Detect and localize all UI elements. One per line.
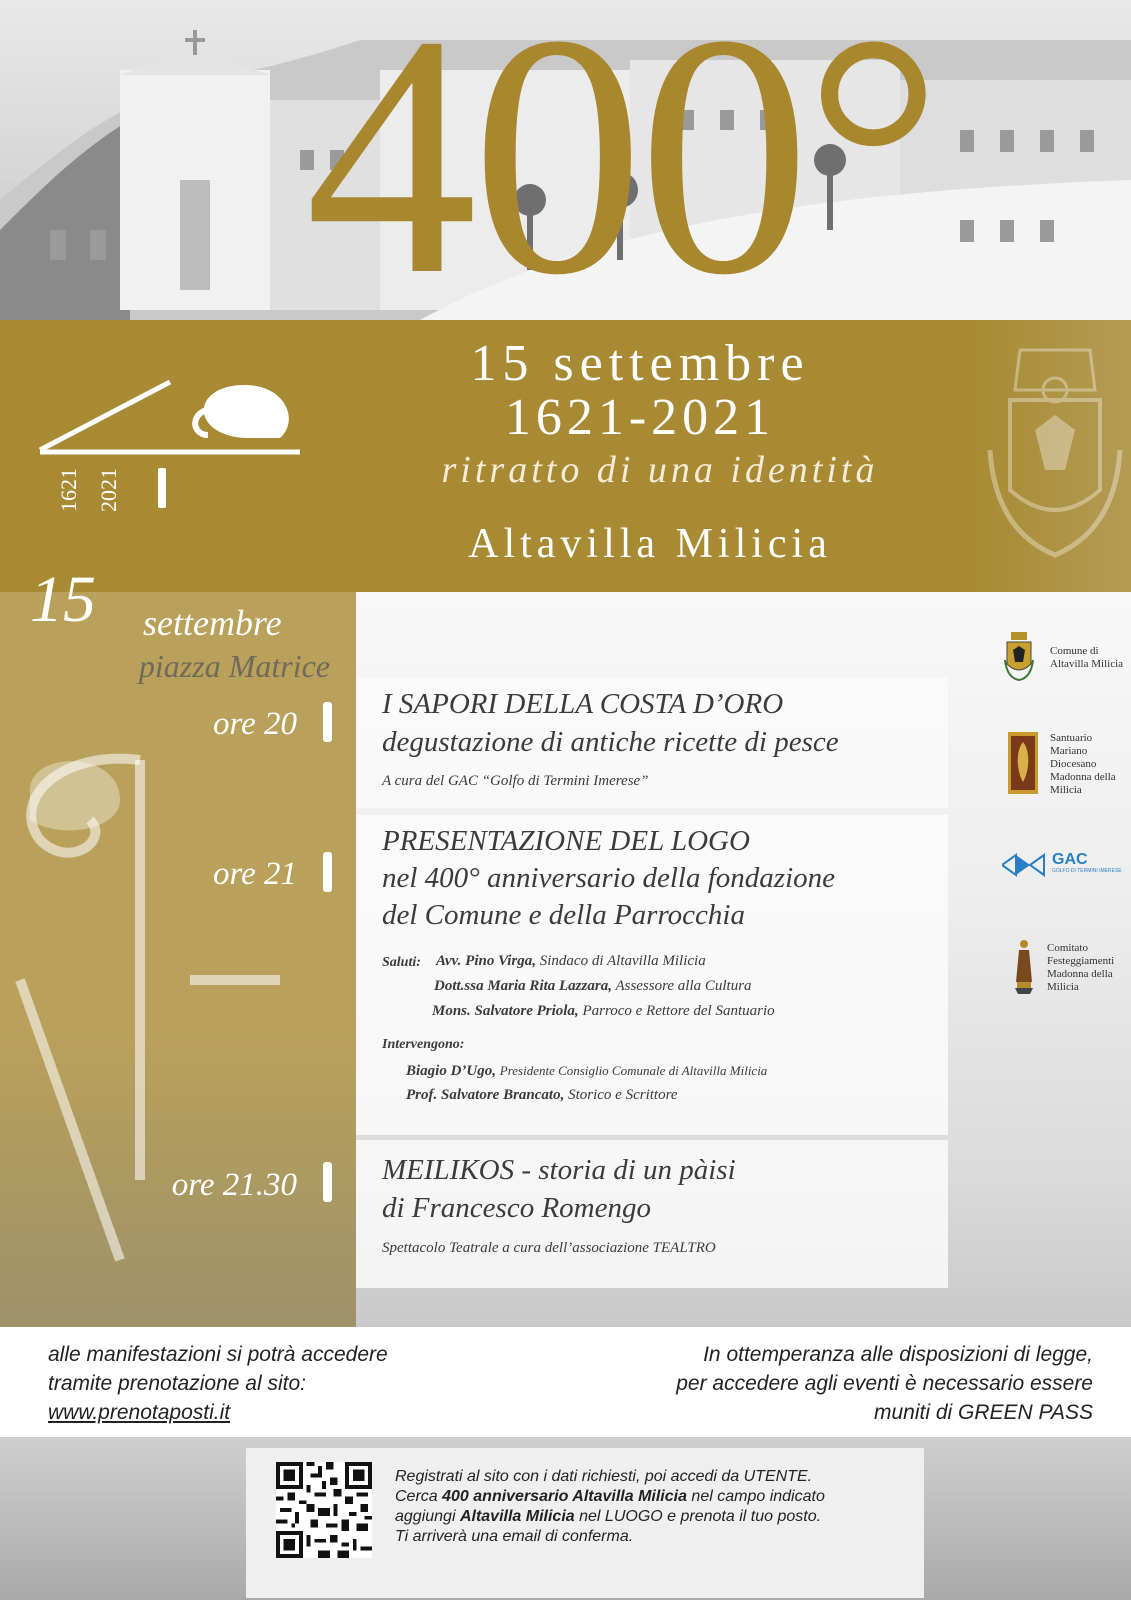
booking-url-link[interactable]: www.prenotaposti.it [48, 1401, 231, 1424]
greeting-row [434, 978, 752, 995]
event-card-2 [356, 815, 948, 1135]
gac-logo-icon [1002, 850, 1050, 880]
greeting-role: Assessore alla Cultura [615, 978, 752, 994]
event-card-3 [356, 1140, 948, 1288]
decorative-logo-watermark [0, 740, 340, 1300]
event-3-time: ore 21.30 [171, 1167, 297, 1203]
event-3-title: MEILIKOS - storia di un pàisi [382, 1154, 736, 1186]
event-1-time: ore 20 [212, 706, 297, 742]
greeting-role: Sindaco di Altavilla Milicia [539, 953, 706, 969]
town-photo-banner [0, 0, 1131, 320]
sidebar-month: settembre [143, 603, 282, 643]
booking-info: alle manifestazioni si potrà accedere tramite prenotazione al sito: www.prenotaposti.it [48, 1340, 388, 1427]
comune-crest-icon [1003, 630, 1035, 682]
event-2-subtitle-1: nel 400° anniversario della fondazione [382, 862, 835, 894]
sponsor-santuario: Santuario Mariano Diocesano Madonna della Milicia [1050, 732, 1116, 796]
speaker-row [406, 1087, 678, 1104]
anniversary-numeral: 400° [305, 0, 937, 320]
logo-year-1621: 1621 [56, 468, 81, 512]
speakers-label: Intervengono: [382, 1037, 465, 1052]
header-tagline: ritratto di una identità [441, 449, 879, 491]
greeting-role: Parroco e Rettore del Santuario [582, 1003, 775, 1019]
time-marker [323, 1162, 332, 1202]
speaker-role: Storico e Scrittore [568, 1087, 678, 1103]
anniversary-logo [30, 380, 310, 530]
sponsor-comune: Comune di Altavilla Milicia [1050, 645, 1124, 670]
coat-of-arms-icon [980, 330, 1130, 580]
header-years: 1621-2021 [504, 389, 776, 446]
time-marker [323, 852, 332, 892]
event-2-title: PRESENTAZIONE DEL LOGO [382, 825, 750, 857]
event-3-subtitle: di Francesco Romengo [382, 1192, 651, 1224]
speaker-row [406, 1063, 767, 1080]
green-pass-notice: In ottemperanza alle disposizioni di legge, per accedere agli eventi è necessario essere muniti di GREEN PASS [676, 1343, 1093, 1424]
santuario-image-icon [1008, 732, 1038, 794]
greeting-row [436, 953, 706, 970]
speaker-role: Presidente Consiglio Comunale di Altavilla Milicia [499, 1063, 768, 1078]
event-2-time: ore 21 [212, 856, 297, 892]
event-3-note: Spettacolo Teatrale a cura dell’associazione TEALTRO [382, 1240, 716, 1256]
logo-year-2021: 2021 [96, 468, 121, 512]
sidebar-day: 15 [30, 563, 96, 636]
event-2-subtitle-2: del Comune e della Parrocchia [382, 899, 745, 931]
event-card-1 [356, 678, 948, 808]
sponsor-comitato: Comitato Festeggiamenti Madonna della Milicia [1047, 942, 1115, 993]
registration-instructions: Registrati al sito con i dati richiesti, poi accedi da UTENTE. Cerca 400 anniversario Altavilla Milicia nel campo indicato aggiungi Altavilla Milicia nel LUOGO e prenota il tuo posto. Ti arriverà una email di conferma. [395, 1468, 825, 1545]
sidebar-place: piazza Matrice [138, 648, 330, 684]
greeting-name: Mons. Salvatore Priola, [432, 1003, 579, 1019]
sponsor-gac: GAC GOLFO DI TERMINI IMERESE [1052, 851, 1122, 874]
speaker-name: Biagio D’Ugo, [406, 1063, 496, 1079]
event-1-note: A cura del GAC “Golfo di Termini Imerese” [382, 773, 649, 789]
qr-code-icon[interactable] [276, 1462, 372, 1558]
greeting-name: Avv. Pino Virga, [436, 953, 537, 969]
event-1-subtitle: degustazione di antiche ricette di pesce [382, 726, 839, 758]
greeting-row [432, 1003, 775, 1020]
greetings-label: Saluti: [382, 955, 421, 970]
header-date: 15 settembre [470, 335, 810, 392]
madonna-statue-icon [1014, 938, 1034, 994]
time-marker [323, 702, 332, 742]
greeting-name: Dott.ssa Maria Rita Lazzara, [434, 978, 612, 994]
speaker-name: Prof. Salvatore Brancato, [406, 1087, 565, 1103]
header-town: Altavilla Milicia [468, 521, 832, 567]
event-1-title: I SAPORI DELLA COSTA D’ORO [382, 688, 784, 720]
